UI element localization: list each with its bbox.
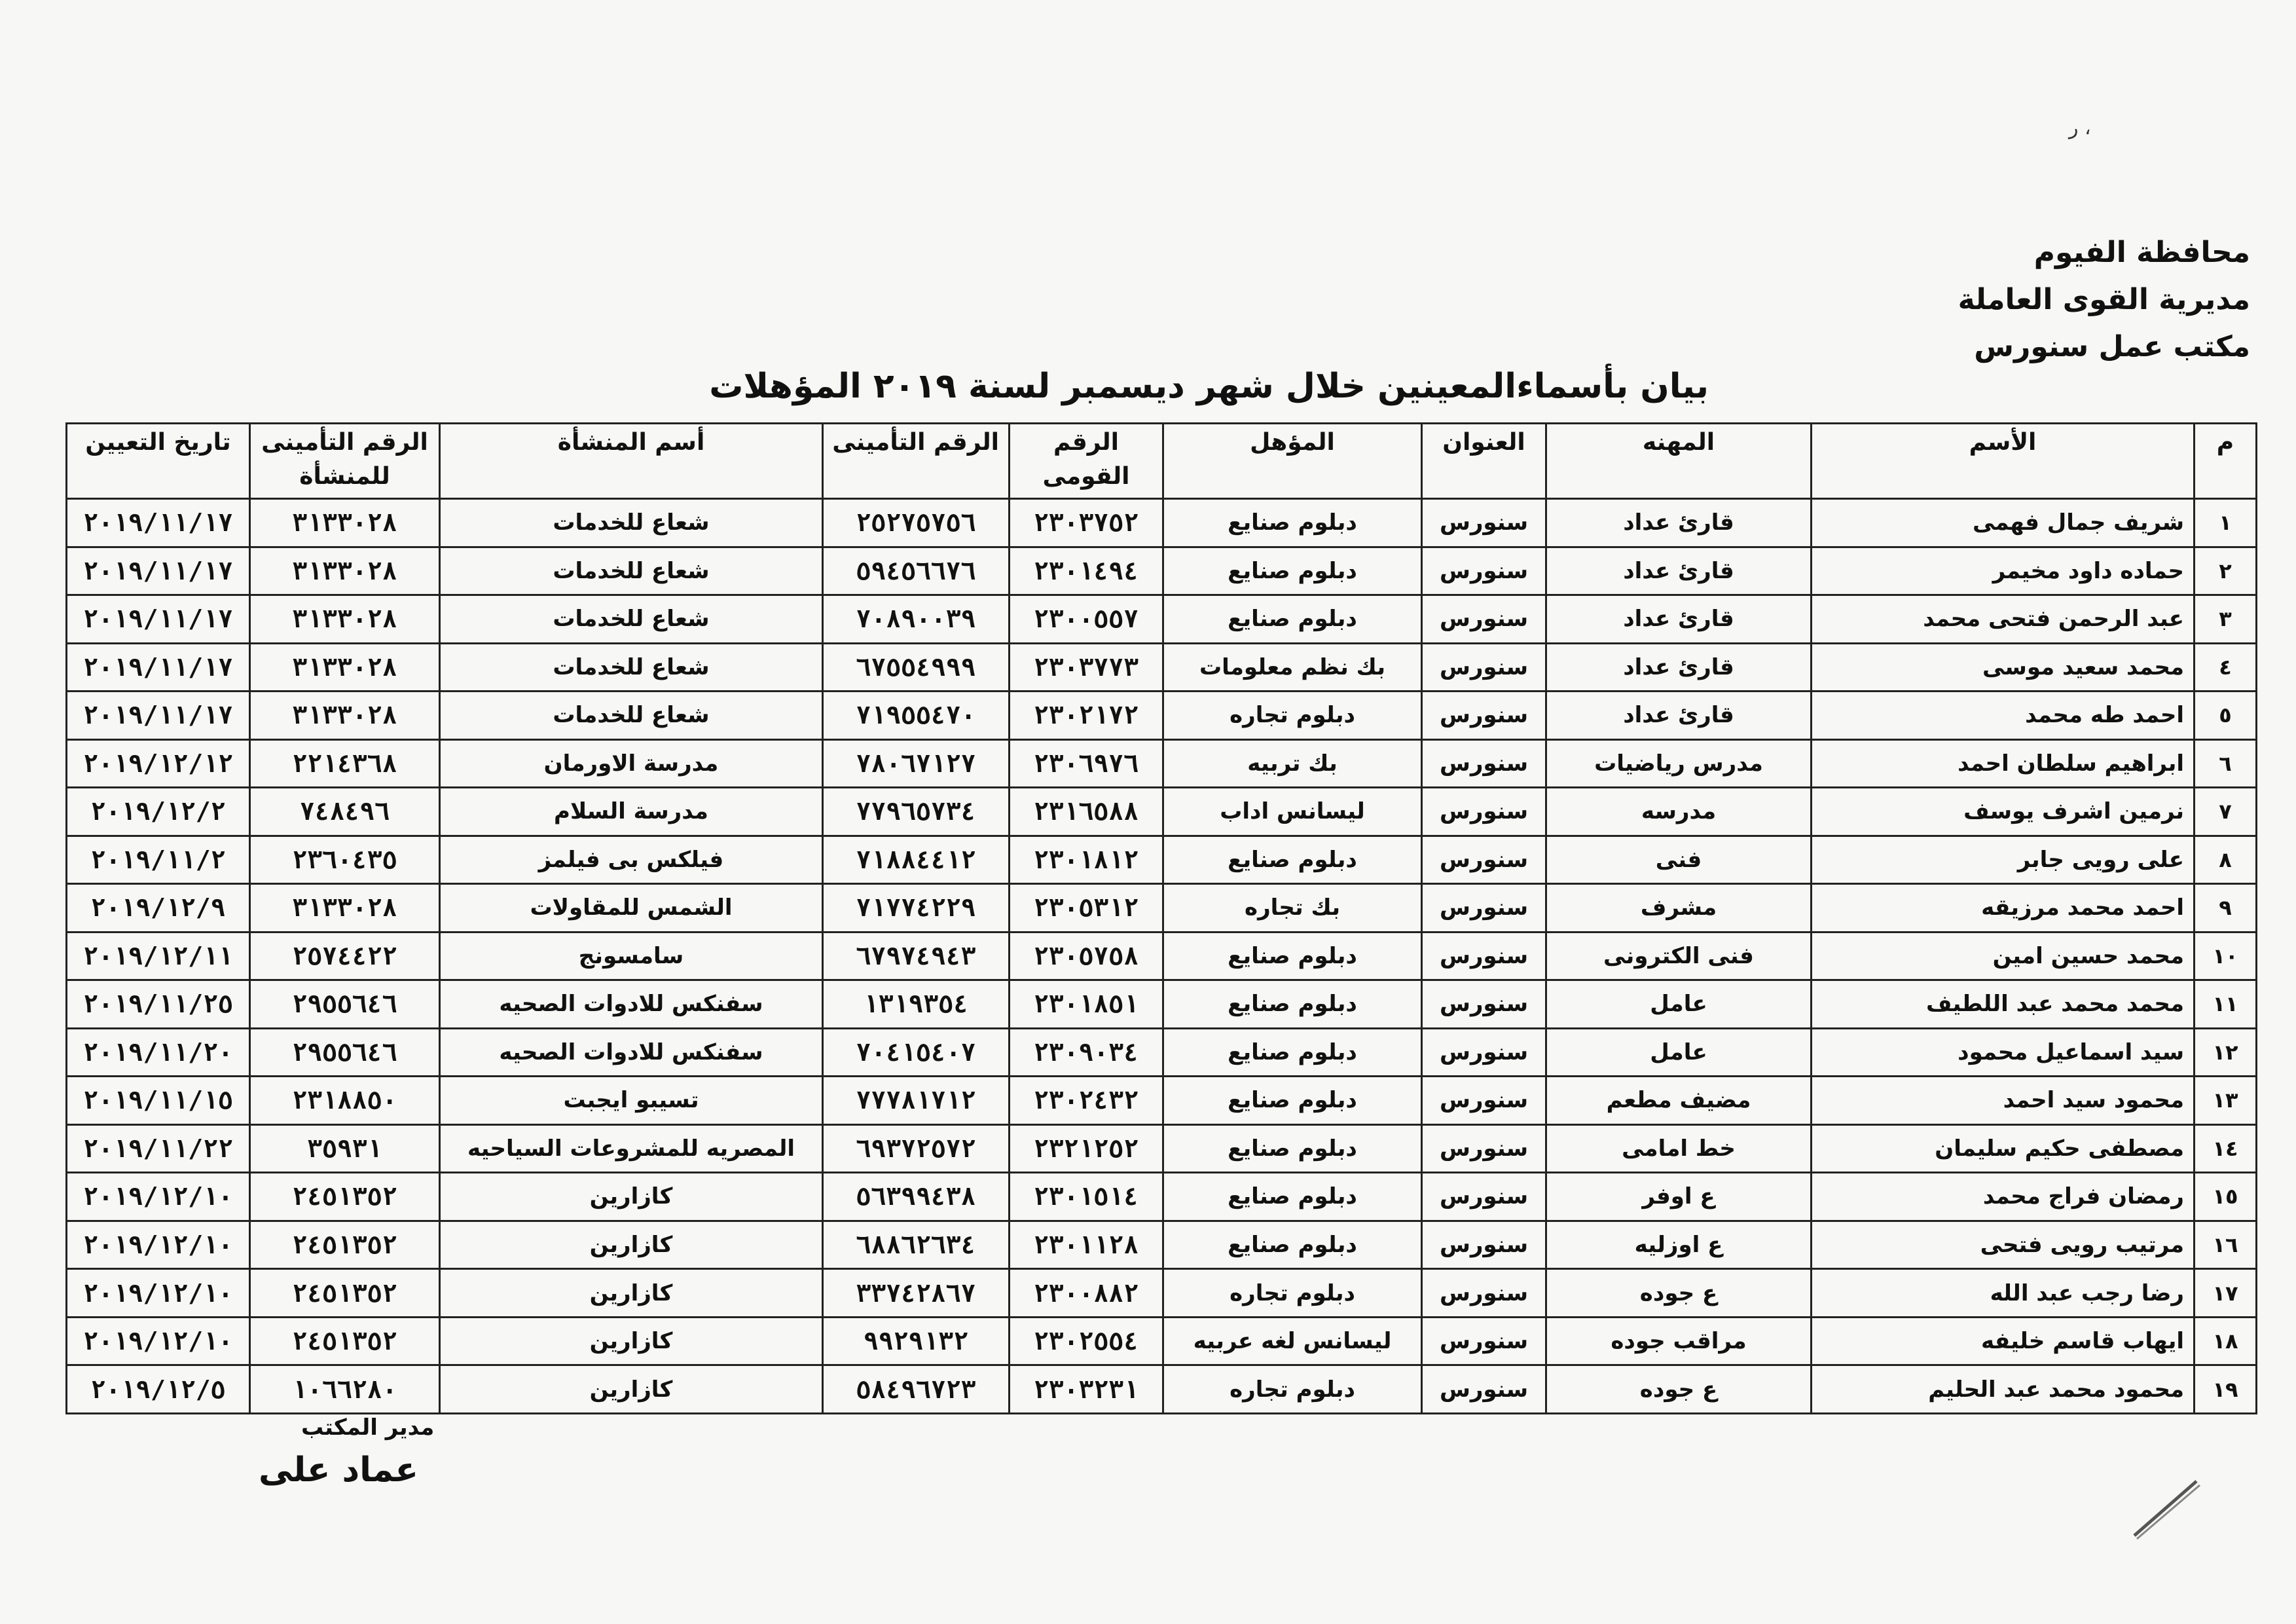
national-id-cell: ٢٣٠٢٤٣٢	[1010, 1077, 1163, 1125]
table-row	[67, 980, 2257, 1029]
national-id-cell: ٢٣٠٢١٧٢	[1010, 692, 1163, 740]
national-id-cell: ٢٣٠٠٨٨٢	[1010, 1269, 1163, 1318]
insurance-number-cell: ٧١٧٧٤٢٢٩	[823, 884, 1010, 932]
col-header-insurance-number: الرقم التأمينى	[823, 424, 1010, 499]
table-row	[67, 884, 2257, 932]
org-insurance-number-cell: ٢٤٥١٣٥٢	[250, 1221, 440, 1269]
col-header-address: العنوان	[1422, 424, 1546, 499]
hire-date-cell: ٢٠١٩/١١/٢٥	[67, 980, 250, 1029]
org-insurance-number-cell: ٢٩٥٥٦٤٦	[250, 1028, 440, 1077]
org-insurance-number-cell: ٣١٣٣٠٢٨	[250, 692, 440, 740]
row-index-cell: ٤	[2195, 643, 2257, 692]
hire-date-cell: ٢٠١٩/١١/٢٢	[67, 1124, 250, 1173]
organization-name-cell: تسيبو ايجبت	[440, 1077, 823, 1125]
insurance-number-cell: ٥٨٤٩٦٧٢٣	[823, 1365, 1010, 1414]
address-cell: سنورس	[1422, 884, 1546, 932]
qualification-cell: بك تربيه	[1163, 739, 1422, 788]
table-row	[67, 1077, 2257, 1125]
hire-date-cell: ٢٠١٩/١٢/٥	[67, 1365, 250, 1414]
insurance-number-cell: ٣٣٧٤٢٨٦٧	[823, 1269, 1010, 1318]
organization-name-cell: كازارين	[440, 1173, 823, 1221]
row-index-cell: ١٢	[2195, 1028, 2257, 1077]
address-cell: سنورس	[1422, 1124, 1546, 1173]
org-insurance-number-cell: ٢٩٥٥٦٤٦	[250, 980, 440, 1029]
national-id-cell: ٢٣٠٠٥٥٧	[1010, 595, 1163, 644]
national-id-cell: ٢٣٠١١٢٨	[1010, 1221, 1163, 1269]
table-body	[67, 499, 2257, 1414]
employee-name-cell: عبد الرحمن فتحى محمد	[1812, 595, 2195, 644]
insurance-number-cell: ٥٦٣٩٩٤٣٨	[823, 1173, 1010, 1221]
employee-name-cell: احمد طه محمد	[1812, 692, 2195, 740]
address-cell: سنورس	[1422, 1221, 1546, 1269]
address-cell: سنورس	[1422, 980, 1546, 1029]
qualification-cell: دبلوم صنايع	[1163, 1173, 1422, 1221]
national-id-cell: ٢٣٠١٨٥١	[1010, 980, 1163, 1029]
corner-marks: ر ،	[2069, 117, 2091, 139]
signatory-name: عماد على	[259, 1450, 419, 1490]
org-insurance-number-cell: ٢٥٧٤٤٢٢	[250, 932, 440, 980]
employee-name-cell: ابراهيم سلطان احمد	[1812, 739, 2195, 788]
job-title-cell: قارئ عداد	[1546, 499, 1812, 547]
national-id-cell: ٢٣٠٣٧٥٢	[1010, 499, 1163, 547]
employee-name-cell: رمضان فراج محمد	[1812, 1173, 2195, 1221]
job-title-cell: قارئ عداد	[1546, 692, 1812, 740]
organization-name-cell: سفنكس للادوات الصحيه	[440, 980, 823, 1029]
organization-name-cell: شعاع للخدمات	[440, 692, 823, 740]
org-insurance-number-cell: ٢٤٥١٣٥٢	[250, 1317, 440, 1365]
row-index-cell: ١٠	[2195, 932, 2257, 980]
employee-name-cell: مرتيب رويى فتحى	[1812, 1221, 2195, 1269]
table-row	[67, 547, 2257, 595]
qualification-cell: بك تجاره	[1163, 884, 1422, 932]
org-insurance-number-cell: ٢٤٥١٣٥٢	[250, 1269, 440, 1318]
organization-name-cell: سفنكس للادوات الصحيه	[440, 1028, 823, 1077]
row-index-cell: ٦	[2195, 739, 2257, 788]
table-row	[67, 1221, 2257, 1269]
address-cell: سنورس	[1422, 547, 1546, 595]
job-title-cell: مدرس رياضيات	[1546, 739, 1812, 788]
hire-date-cell: ٢٠١٩/١٢/٢	[67, 788, 250, 836]
employee-name-cell: رضا رجب عبد الله	[1812, 1269, 2195, 1318]
table-row	[67, 1028, 2257, 1077]
qualification-cell: ليسانس اداب	[1163, 788, 1422, 836]
organization-name-cell: كازارين	[440, 1317, 823, 1365]
address-cell: سنورس	[1422, 499, 1546, 547]
organization-name-cell: مدرسة السلام	[440, 788, 823, 836]
qualification-cell: دبلوم صنايع	[1163, 1028, 1422, 1077]
org-insurance-number-cell: ٣١٣٣٠٢٨	[250, 884, 440, 932]
job-title-cell: مراقب جوده	[1546, 1317, 1812, 1365]
address-cell: سنورس	[1422, 692, 1546, 740]
row-index-cell: ٣	[2195, 595, 2257, 644]
document-title: بيان بأسماءالمعينين خلال شهر ديسمبر لسنة ٢٠١٩ المؤهلات	[709, 367, 1709, 406]
table-row	[67, 788, 2257, 836]
row-index-cell: ٢	[2195, 547, 2257, 595]
org-insurance-number-cell: ٣١٣٣٠٢٨	[250, 643, 440, 692]
row-index-cell: ١٦	[2195, 1221, 2257, 1269]
address-cell: سنورس	[1422, 1028, 1546, 1077]
insurance-number-cell: ٦٧٥٥٤٩٩٩	[823, 643, 1010, 692]
job-title-cell: مشرف	[1546, 884, 1812, 932]
hire-date-cell: ٢٠١٩/١١/١٧	[67, 595, 250, 644]
hire-date-cell: ٢٠١٩/١٢/١٠	[67, 1173, 250, 1221]
job-title-cell: فنى	[1546, 836, 1812, 884]
organization-name-cell: مدرسة الاورمان	[440, 739, 823, 788]
row-index-cell: ٥	[2195, 692, 2257, 740]
office-line: مكتب عمل سنورس	[1974, 330, 2250, 363]
address-cell: سنورس	[1422, 1173, 1546, 1221]
row-index-cell: ١٩	[2195, 1365, 2257, 1414]
address-cell: سنورس	[1422, 788, 1546, 836]
directorate-line: مديرية القوى العاملة	[1958, 283, 2250, 316]
organization-name-cell: شعاع للخدمات	[440, 595, 823, 644]
national-id-cell: ٢٣٠٦٩٧٦	[1010, 739, 1163, 788]
qualification-cell: دبلوم تجاره	[1163, 1365, 1422, 1414]
row-index-cell: ١٣	[2195, 1077, 2257, 1125]
hire-date-cell: ٢٠١٩/١١/٢٠	[67, 1028, 250, 1077]
address-cell: سنورس	[1422, 739, 1546, 788]
qualification-cell: ليسانس لغه عربيه	[1163, 1317, 1422, 1365]
hire-date-cell: ٢٠١٩/١٢/١١	[67, 932, 250, 980]
qualification-cell: دبلوم تجاره	[1163, 1269, 1422, 1318]
address-cell: سنورس	[1422, 1317, 1546, 1365]
org-insurance-number-cell: ٢٣٦٠٤٣٥	[250, 836, 440, 884]
table-row	[67, 932, 2257, 980]
insurance-number-cell: ٦٧٩٧٤٩٤٣	[823, 932, 1010, 980]
table-row	[67, 692, 2257, 740]
national-id-cell: ٢٣٠٥٧٥٨	[1010, 932, 1163, 980]
org-insurance-number-cell: ٧٤٨٤٩٦	[250, 788, 440, 836]
insurance-number-cell: ٩٩٢٩١٣٢	[823, 1317, 1010, 1365]
hire-date-cell: ٢٠١٩/١١/١٥	[67, 1077, 250, 1125]
insurance-number-cell: ٧٨٠٦٧١٢٧	[823, 739, 1010, 788]
hire-date-cell: ٢٠١٩/١١/٢	[67, 836, 250, 884]
national-id-cell: ٢٣٠٢٥٥٤	[1010, 1317, 1163, 1365]
table-row	[67, 739, 2257, 788]
national-id-cell: ٢٣٠١٥١٤	[1010, 1173, 1163, 1221]
table-row	[67, 836, 2257, 884]
qualification-cell: بك نظم معلومات	[1163, 643, 1422, 692]
org-insurance-number-cell: ٢٣١٨٨٥٠	[250, 1077, 440, 1125]
job-title-cell: فنى الكترونى	[1546, 932, 1812, 980]
employee-name-cell: نرمين اشرف يوسف	[1812, 788, 2195, 836]
hire-date-cell: ٢٠١٩/١١/١٧	[67, 643, 250, 692]
insurance-number-cell: ١٣١٩٣٥٤	[823, 980, 1010, 1029]
table-row	[67, 499, 2257, 547]
insurance-number-cell: ٦٨٨٦٢٦٣٤	[823, 1221, 1010, 1269]
table-row	[67, 1124, 2257, 1173]
hire-date-cell: ٢٠١٩/١١/١٧	[67, 692, 250, 740]
org-insurance-number-cell: ٢٢١٤٣٦٨	[250, 739, 440, 788]
hire-date-cell: ٢٠١٩/١١/١٧	[67, 499, 250, 547]
address-cell: سنورس	[1422, 932, 1546, 980]
hire-date-cell: ٢٠١٩/١١/١٧	[67, 547, 250, 595]
qualification-cell: دبلوم صنايع	[1163, 1124, 1422, 1173]
address-cell: سنورس	[1422, 1269, 1546, 1318]
org-insurance-number-cell: ٣١٣٣٠٢٨	[250, 499, 440, 547]
insurance-number-cell: ٧٠٨٩٠٠٣٩	[823, 595, 1010, 644]
employee-name-cell: محمد حسين امين	[1812, 932, 2195, 980]
col-header-org-insurance: الرقم التأمينى للمنشأة	[250, 424, 440, 499]
job-title-cell: عامل	[1546, 1028, 1812, 1077]
table-row	[67, 643, 2257, 692]
job-title-cell: ع جوده	[1546, 1269, 1812, 1318]
job-title-cell: قارئ عداد	[1546, 547, 1812, 595]
col-header-job: المهنه	[1546, 424, 1812, 499]
employee-name-cell: مصطفى حكيم سليمان	[1812, 1124, 2195, 1173]
employee-name-cell: حماده داود مخيمر	[1812, 547, 2195, 595]
row-index-cell: ١٥	[2195, 1173, 2257, 1221]
letterhead	[1958, 229, 2250, 371]
insurance-number-cell: ٢٥٢٧٥٧٥٦	[823, 499, 1010, 547]
insurance-number-cell: ٦٩٣٧٢٥٧٢	[823, 1124, 1010, 1173]
organization-name-cell: المصريه للمشروعات السياحيه	[440, 1124, 823, 1173]
hire-date-cell: ٢٠١٩/١٢/١٢	[67, 739, 250, 788]
organization-name-cell: شعاع للخدمات	[440, 499, 823, 547]
table-row	[67, 1365, 2257, 1414]
hire-date-cell: ٢٠١٩/١٢/١٠	[67, 1269, 250, 1318]
organization-name-cell: فيلكس بى فيلمز	[440, 836, 823, 884]
address-cell: سنورس	[1422, 643, 1546, 692]
qualification-cell: دبلوم صنايع	[1163, 499, 1422, 547]
insurance-number-cell: ٧١٨٨٤٤١٢	[823, 836, 1010, 884]
table-row	[67, 1317, 2257, 1365]
job-title-cell: ع جوده	[1546, 1365, 1812, 1414]
employee-name-cell: محمود محمد عبد الحليم	[1812, 1365, 2195, 1414]
national-id-cell: ٢٣٠٣٢٣١	[1010, 1365, 1163, 1414]
national-id-cell: ٢٣٠١٤٩٤	[1010, 547, 1163, 595]
row-index-cell: ١٨	[2195, 1317, 2257, 1365]
employee-name-cell: ايهاب قاسم خليفه	[1812, 1317, 2195, 1365]
organization-name-cell: الشمس للمقاولات	[440, 884, 823, 932]
address-cell: سنورس	[1422, 1365, 1546, 1414]
organization-name-cell: كازارين	[440, 1221, 823, 1269]
organization-name-cell: كازارين	[440, 1365, 823, 1414]
pen-stroke-mark	[2128, 1473, 2206, 1545]
insurance-number-cell: ٥٩٤٥٦٦٧٦	[823, 547, 1010, 595]
col-header-qualification: المؤهل	[1163, 424, 1422, 499]
address-cell: سنورس	[1422, 836, 1546, 884]
insurance-number-cell: ٧٠٤١٥٤٠٧	[823, 1028, 1010, 1077]
row-index-cell: ١١	[2195, 980, 2257, 1029]
national-id-cell: ٢٣٠٩٠٣٤	[1010, 1028, 1163, 1077]
national-id-cell: ٢٣٠١٨١٢	[1010, 836, 1163, 884]
national-id-cell: ٢٣١٦٥٨٨	[1010, 788, 1163, 836]
address-cell: سنورس	[1422, 1077, 1546, 1125]
organization-name-cell: كازارين	[440, 1269, 823, 1318]
job-title-cell: ع اوزليه	[1546, 1221, 1812, 1269]
employee-name-cell: محمد محمد عبد اللطيف	[1812, 980, 2195, 1029]
org-insurance-number-cell: ٣١٣٣٠٢٨	[250, 547, 440, 595]
organization-name-cell: سامسونج	[440, 932, 823, 980]
organization-name-cell: شعاع للخدمات	[440, 547, 823, 595]
employee-name-cell: على رويى جابر	[1812, 836, 2195, 884]
hire-date-cell: ٢٠١٩/١٢/١٠	[67, 1221, 250, 1269]
job-title-cell: خط امامى	[1546, 1124, 1812, 1173]
row-index-cell: ٨	[2195, 836, 2257, 884]
qualification-cell: دبلوم صنايع	[1163, 595, 1422, 644]
employee-name-cell: شريف جمال فهمى	[1812, 499, 2195, 547]
qualification-cell: دبلوم صنايع	[1163, 980, 1422, 1029]
insurance-number-cell: ٧١٩٥٥٤٧٠	[823, 692, 1010, 740]
office-manager-label: مدير المكتب	[301, 1414, 435, 1441]
job-title-cell: قارئ عداد	[1546, 595, 1812, 644]
job-title-cell: مدرسه	[1546, 788, 1812, 836]
job-title-cell: ع اوفر	[1546, 1173, 1812, 1221]
qualification-cell: دبلوم تجاره	[1163, 692, 1422, 740]
national-id-cell: ٢٣٢١٢٥٢	[1010, 1124, 1163, 1173]
org-insurance-number-cell: ٢٤٥١٣٥٢	[250, 1173, 440, 1221]
qualification-cell: دبلوم صنايع	[1163, 836, 1422, 884]
table-row	[67, 1173, 2257, 1221]
row-index-cell: ١٧	[2195, 1269, 2257, 1318]
qualification-cell: دبلوم صنايع	[1163, 932, 1422, 980]
insurance-number-cell: ٧٧٩٦٥٧٣٤	[823, 788, 1010, 836]
national-id-cell: ٢٣٠٥٣١٢	[1010, 884, 1163, 932]
employee-name-cell: احمد محمد مرزيقه	[1812, 884, 2195, 932]
job-title-cell: قارئ عداد	[1546, 643, 1812, 692]
table-row	[67, 1269, 2257, 1318]
organization-name-cell: شعاع للخدمات	[440, 643, 823, 692]
employees-table-wrap	[65, 422, 2255, 1414]
hire-date-cell: ٢٠١٩/١٢/١٠	[67, 1317, 250, 1365]
job-title-cell: مضيف مطعم	[1546, 1077, 1812, 1125]
col-header-national-id: الرقم القومى	[1010, 424, 1163, 499]
row-index-cell: ١٤	[2195, 1124, 2257, 1173]
employee-name-cell: سيد اسماعيل محمود	[1812, 1028, 2195, 1077]
row-index-cell: ٩	[2195, 884, 2257, 932]
hire-date-cell: ٢٠١٩/١٢/٩	[67, 884, 250, 932]
table-header-row	[67, 424, 2257, 499]
row-index-cell: ٧	[2195, 788, 2257, 836]
employee-name-cell: محمد سعيد موسى	[1812, 643, 2195, 692]
qualification-cell: دبلوم صنايع	[1163, 1221, 1422, 1269]
org-insurance-number-cell: ١٠٦٦٢٨٠	[250, 1365, 440, 1414]
job-title-cell: عامل	[1546, 980, 1812, 1029]
org-insurance-number-cell: ٣١٣٣٠٢٨	[250, 595, 440, 644]
address-cell: سنورس	[1422, 595, 1546, 644]
qualification-cell: دبلوم صنايع	[1163, 1077, 1422, 1125]
col-header-hire-date: تاريخ التعيين	[67, 424, 250, 499]
org-insurance-number-cell: ٣٥٩٣١	[250, 1124, 440, 1173]
national-id-cell: ٢٣٠٣٧٧٣	[1010, 643, 1163, 692]
governorate-line: محافظة الفيوم	[2033, 236, 2250, 269]
col-header-name: الأسم	[1812, 424, 2195, 499]
row-index-cell: ١	[2195, 499, 2257, 547]
col-header-index: م	[2195, 424, 2257, 499]
employees-table	[65, 422, 2257, 1414]
col-header-organization: أسم المنشأة	[440, 424, 823, 499]
insurance-number-cell: ٧٧٧٨١٧١٢	[823, 1077, 1010, 1125]
table-row	[67, 595, 2257, 644]
qualification-cell: دبلوم صنايع	[1163, 547, 1422, 595]
employee-name-cell: محمود سيد احمد	[1812, 1077, 2195, 1125]
